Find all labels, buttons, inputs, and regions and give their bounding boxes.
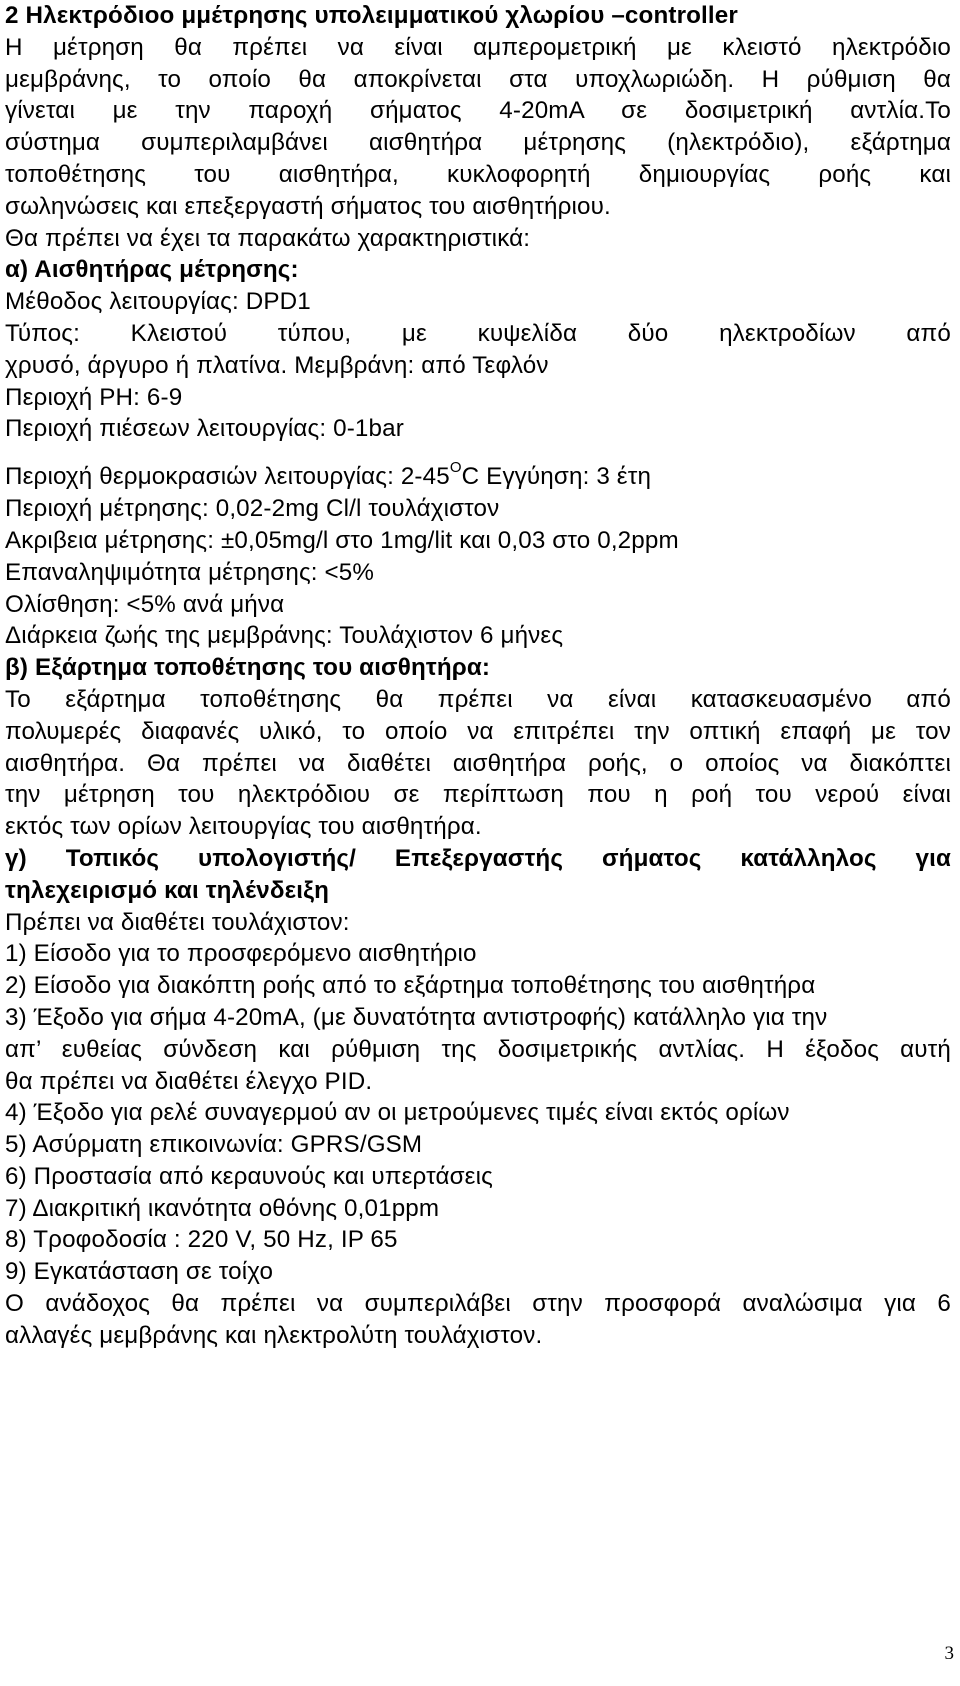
temperature-prefix: Περιοχή θερμοκρασιών λειτουργίας: 2-45 bbox=[5, 463, 450, 491]
intro-line-4: σύστημα συμπεριλαμβάνει αισθητήρα μέτρησης (ηλεκτρόδιο), εξάρτημα bbox=[5, 129, 951, 157]
controller-intro: Πρέπει να διαθέτει τουλάχιστον: bbox=[5, 908, 350, 936]
list-item: απ’ ευθείας σύνδεση και ρύθμιση της δοσιμετρικής αντλίας. Η έξοδος αυτή bbox=[5, 1035, 951, 1063]
intro-line-3: γίνεται με την παροχή σήματος 4-20mA σε δοσιμετρική αντλία.Το bbox=[5, 97, 951, 125]
intro-line-1: Η μέτρηση θα πρέπει να είναι αμπερομετρική με κλειστό ηλεκτρόδιο bbox=[5, 33, 951, 61]
list-item: 4) Έξοδο για ρελέ συναγερμού αν οι μετρούμενες τιμές είναι εκτός ορίων bbox=[5, 1099, 790, 1127]
controller-heading-line-1: γ) Τοπικός υπολογιστής/ Επεξεργαστής σήματος κατάλληλος για bbox=[5, 844, 951, 872]
temperature-degree: Ο bbox=[449, 459, 462, 477]
intro-line-7: Θα πρέπει να έχει τα παρακάτω χαρακτηριστικά: bbox=[5, 224, 531, 252]
list-item: 9) Εγκατάσταση σε τοίχο bbox=[5, 1258, 274, 1286]
list-item: 7) Διακριτική ικανότητα οθόνης 0,01ppm bbox=[5, 1194, 440, 1222]
sensor-temperature bbox=[5, 445, 951, 493]
list-item: θα πρέπει να διαθέτει έλεγχο PID. bbox=[5, 1067, 373, 1095]
list-item: 8) Τροφοδοσία : 220 V, 50 Hz, IP 65 bbox=[5, 1226, 398, 1254]
closing-line-1: Ο ανάδοχος θα πρέπει να συμπεριλάβει στην προσφορά αναλώσιμα για 6 bbox=[5, 1290, 951, 1318]
mount-line-3: αισθητήρα. Θα πρέπει να διαθέτει αισθητήρα ροής, ο οποίος να διακόπτει bbox=[5, 749, 951, 777]
intro-line-5: τοποθέτησης του αισθητήρα, κυκλοφορητή δημιουργίας ροής και bbox=[5, 160, 951, 188]
document-page bbox=[5, 0, 951, 1352]
mount-line-2: πολυμερές διαφανές υλικό, το οποίο να επιτρέπει την οπτική επαφή με τον bbox=[5, 717, 951, 745]
mount-line-1: Το εξάρτημα τοποθέτησης θα πρέπει να είναι κατασκευασμένο από bbox=[5, 685, 951, 713]
intro-line-2: μεμβράνης, το οποίο θα αποκρίνεται στα υποχλωριώδη. Η ρύθμιση θα bbox=[5, 65, 951, 93]
list-item: 3) Έξοδο για σήμα 4-20mA, (με δυνατότητα αντιστροφής) κατάλληλο για την bbox=[5, 1003, 828, 1031]
list-item: 1) Είσοδο για το προσφερόμενο αισθητήριο bbox=[5, 940, 477, 968]
intro-line-6: σωληνώσεις και επεξεργαστή σήματος του αισθητήριου. bbox=[5, 192, 611, 220]
temperature-suffix: C Εγγύηση: 3 έτη bbox=[461, 463, 652, 491]
closing-line-2: αλλαγές μεμβράνης και ηλεκτρολύτη τουλάχιστον. bbox=[5, 1321, 543, 1349]
sensor-type-line-2: χρυσό, άργυρο ή πλατίνα. Μεμβράνη: από Τεφλόν bbox=[5, 351, 549, 379]
mount-heading: β) Εξάρτημα τοποθέτησης του αισθητήρα: bbox=[5, 654, 491, 682]
controller-heading-line-2: τηλεχειρισμό και τηλένδειξη bbox=[5, 876, 329, 904]
sensor-repeatability: Επαναληψιμότητα μέτρησης: <5% bbox=[5, 558, 375, 586]
sensor-pressure: Περιοχή πιέσεων λειτουργίας: 0-1bar bbox=[5, 415, 404, 443]
sensor-ph: Περιοχή PH: 6-9 bbox=[5, 383, 183, 411]
page-number: 3 bbox=[944, 1643, 954, 1664]
section-heading: 2 Ηλεκτρόδιοο μμέτρησης υπολειμματικού χλωρίου –controller bbox=[5, 2, 738, 29]
sensor-lifetime: Διάρκεια ζωής της μεμβράνης: Τουλάχιστον 6 μήνες bbox=[5, 622, 564, 650]
sensor-accuracy: Ακριβεια μέτρησης: ±0,05mg/l στο 1mg/lit και 0,03 στο 0,2ppm bbox=[5, 526, 679, 554]
list-item: 6) Προστασία από κεραυνούς και υπερτάσεις bbox=[5, 1162, 493, 1190]
sensor-heading: α) Αισθητήρας μέτρησης: bbox=[5, 256, 299, 284]
sensor-drift: Ολίσθηση: <5% ανά μήνα bbox=[5, 590, 285, 618]
list-item: 2) Είσοδο για διακόπτη ροής από το εξάρτημα τοποθέτησης του αισθητήρα bbox=[5, 972, 816, 1000]
mount-line-5: εκτός των ορίων λειτουργίας του αισθητήρα. bbox=[5, 813, 482, 841]
sensor-method: Μέθοδος λειτουργίας: DPD1 bbox=[5, 288, 311, 316]
sensor-range: Περιοχή μέτρησης: 0,02-2mg Cl/l τουλάχιστον bbox=[5, 495, 500, 523]
sensor-type-line-1: Τύπος: Κλειστού τύπου, με κυψελίδα δύο ηλεκτροδίων από bbox=[5, 319, 951, 347]
list-item: 5) Ασύρματη επικοινωνία: GPRS/GSM bbox=[5, 1131, 423, 1159]
mount-line-4: την μέτρηση του ηλεκτρόδιου σε περίπτωση που η ροή του νερού είναι bbox=[5, 781, 951, 809]
